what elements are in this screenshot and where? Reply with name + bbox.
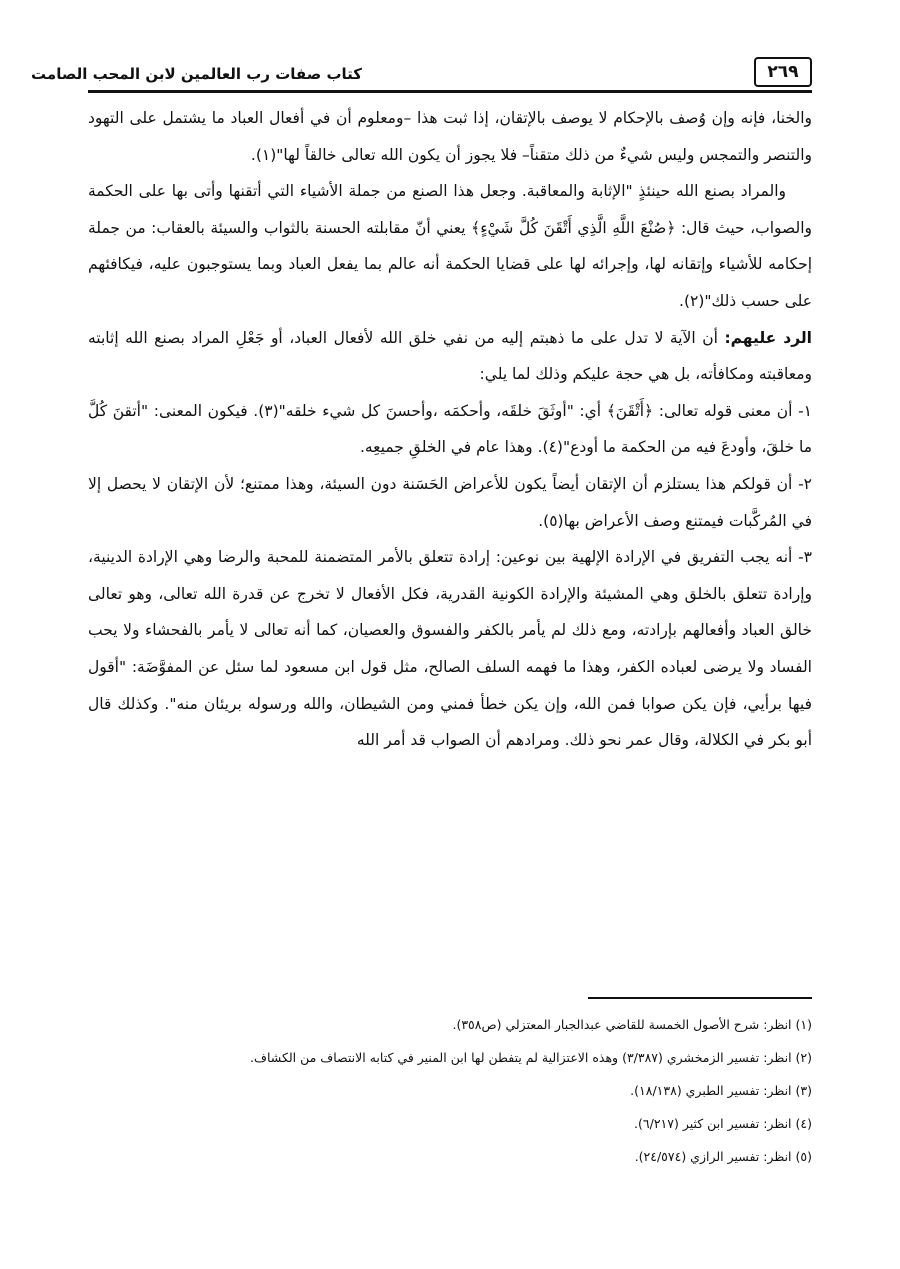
quran-word: ﴿أَتْقَنَ﴾ [606, 401, 654, 420]
page-header [31, 55, 812, 91]
header-rule [88, 90, 812, 93]
rebuttal-text: أن الآية لا تدل على ما ذهبتم إليه من نفي خلق الله لأفعال العباد، أو جَعْلِ المراد بصنع الله إثابته ومعاقبته ومكافأته، بل هي حجة عليكم وذلك لما يلي: [88, 328, 812, 384]
footnote-4: (٤) انظر: تفسير ابن كثير (٦/٢١٧). [634, 1116, 812, 1131]
point-1-part-2: أي: "أوثَقَ خلقَه، وأحكمَه ،وأحسنَ كل شيء خلقه"(٣). فيكون المعنى: "أتقنَ كُلَّ ما خلقَ، وأودعَ فيه من الحكمة ما أودع"(٤). وهذا عام في الخلقِ جميعِه. [88, 401, 812, 457]
point-2: ٢- أن قولكم هذا يستلزم أن الإتقان أيضاً يكون للأعراض الحَسَنة دون السيئة، وهذا ممتنع؛ لأن الإتقان لا يحصل إلا في المُركَّبات فيمتنع وصف الأعراض بها(٥). [88, 474, 812, 530]
point-1 [88, 393, 812, 466]
point-3: ٣- أنه يجب التفريق في الإرادة الإلهية بين نوعين: إرادة تتعلق بالأمر المتضمنة للمحبة والرضا وهي الإرادة الدينية، وإرادة تتعلق بالخلق وهي المشيئة والإرادة الكونية القدرية، فكل الأفعال لا تخرج عن قدرة الله تعالى، وهو تعالى خالق العباد وأفعالهم بإرادته، ومع ذلك لم يأمر بالكفر والفسوق والعصيان، كما أنه تعالى لا يأمر بالفحشاء ولا يحب الفساد ولا يرضى لعباده الكفر، وهذا ما فهمه السلف الصالح، مثل قول ابن مسعود لما سئل عن المفوَّضَة: "أقول فيها برأيي، فإن يكن صوابا فمن الله، وإن يكن خطأ فمني ومن الشيطان، والله ورسوله بريئان منه". وكذلك قال أبو بكر في الكلالة، وقال عمر نحو ذلك. ومرادهم أن الصواب قد أمر الله [88, 548, 812, 750]
footnote-3: (٣) انظر: تفسير الطبري (١٨/١٣٨). [630, 1083, 812, 1098]
footnote-rule [588, 997, 812, 999]
footnote-2: (٢) انظر: تفسير الزمخشري (٣/٣٨٧) وهذه الاعتزالية لم يتفطن لها ابن المنير في كتابه الانتصاف من الكشاف. [250, 1050, 812, 1065]
rebuttal-heading: الرد عليهم: [724, 328, 812, 347]
paragraph-1: والخنا، فإنه وإن وُصف بالإحكام لا يوصف بالإتقان، إذا ثبت هذا –ومعلوم أن في أفعال العباد ما يشتمل على التهود والتنصر والتمجس وليس شيءٌ من ذلك متقناً– فلا يجوز أن يكون الله تعالى خالقاً لها"(١). [88, 109, 812, 164]
paragraph-3 [88, 320, 812, 393]
quran-verse: ﴿صُنْعَ اللَّهِ الَّذِي أَتْقَنَ كُلَّ شَيْءٍ﴾ [471, 218, 676, 237]
footnote-1: (١) انظر: شرح الأصول الخمسة للقاضي عبدالجبار المعتزلي (ص٣٥٨). [452, 1017, 812, 1032]
footnotes [88, 1008, 812, 1173]
footnote-5: (٥) انظر: تفسير الرازي (٢٤/٥٧٤). [634, 1149, 812, 1164]
body-text [88, 100, 812, 759]
paragraph-2-part-2: يعني أنّ مقابلته الحسنة بالثواب والسيئة بالعقاب: من جملة إحكامه للأشياء وإتقانه لها، وإجرائه لها على قضايا الحكمة أنه عالم بما يفعل العباد وبما يستوجبون عليه، فيكافئهم على حسب ذلك"(٢). [88, 218, 812, 310]
page-number: ٢٦٩ [754, 57, 812, 87]
point-1-part-1: ١- أن معنى قوله تعالى: [653, 401, 812, 420]
paragraph-2 [88, 173, 812, 319]
running-title: كتاب صفات رب العالمين لابن المحب الصامت [31, 65, 362, 83]
paragraph-2-part-1: والمراد بصنع الله حينئذٍ "الإثابة والمعاقبة. وجعل هذا الصنع من جملة الأشياء التي أتقنها وأتى بها على الحكمة والصواب، حيث قال: [88, 182, 812, 237]
